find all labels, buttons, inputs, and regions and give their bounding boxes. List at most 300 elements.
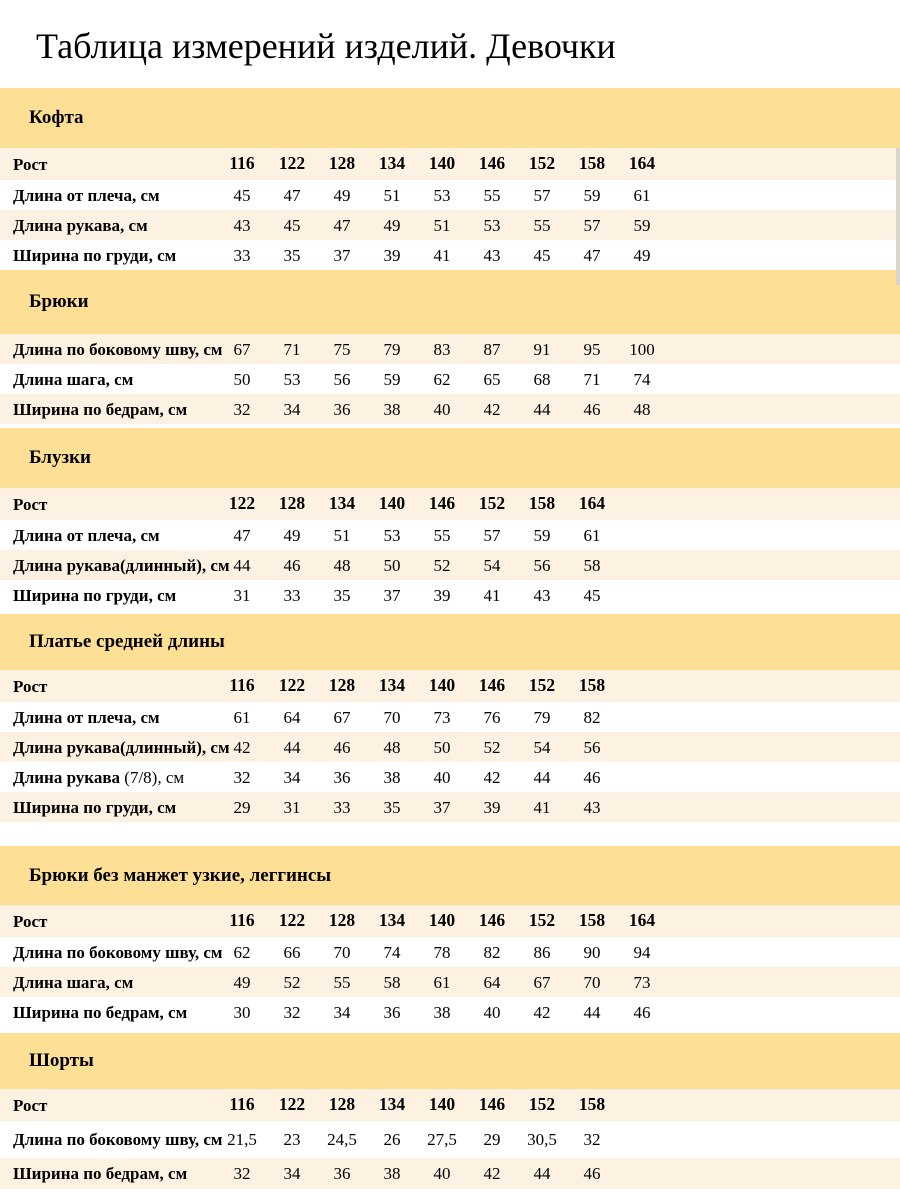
cell-value: 41 [433, 245, 451, 265]
cell-value: 122 [278, 910, 306, 931]
cell-value: 76 [483, 707, 501, 727]
cell-value: 128 [328, 153, 356, 174]
cell-value: 53 [483, 215, 501, 235]
cell-value: 86 [533, 942, 551, 962]
cell-value: 34 [333, 1002, 351, 1022]
cell-value: 43 [533, 585, 551, 605]
cell-value: 52 [483, 737, 501, 757]
cell-empty [667, 967, 900, 997]
section-header [0, 614, 900, 670]
cell-value: 57 [533, 185, 551, 205]
table-row [0, 580, 900, 610]
cell-value: 46 [583, 1164, 601, 1183]
cell-value: 37 [383, 585, 401, 605]
cell-value: 21,5 [227, 1130, 257, 1149]
cell-value: 122 [278, 153, 306, 174]
cell-value: 59 [383, 369, 401, 389]
cell-value: 50 [433, 737, 451, 757]
cell-value: 134 [378, 675, 406, 696]
cell-value: 48 [383, 737, 401, 757]
measurement-table [0, 905, 900, 1027]
cell-value: 152 [478, 493, 506, 514]
row-label-text: Длина от плеча, см [13, 707, 160, 727]
cell-empty [667, 488, 900, 520]
cell-empty [667, 997, 900, 1027]
cell-value: 49 [383, 215, 401, 235]
cell-value: 164 [628, 153, 656, 174]
cell-value: 49 [283, 525, 301, 545]
cell-value: 100 [629, 339, 655, 359]
cell-empty [667, 762, 900, 792]
row-label [0, 334, 223, 364]
row-label-text: Ширина по бедрам, см [13, 1002, 188, 1022]
cell-empty [667, 394, 900, 424]
cell-value: 45 [233, 185, 251, 205]
cell-empty [667, 210, 900, 240]
cell-value: 55 [533, 215, 551, 235]
cell-value: 116 [229, 675, 255, 696]
table-row [0, 792, 900, 822]
cell-value: 45 [283, 215, 301, 235]
cell-empty [617, 792, 667, 822]
cell-value: 51 [333, 525, 351, 545]
cell-value: 73 [433, 707, 451, 727]
row-label-text: Длина шага, см [13, 972, 134, 992]
table-row [0, 240, 900, 270]
cell-value: 74 [633, 369, 651, 389]
section-header [0, 428, 900, 488]
cell-value: 53 [283, 369, 301, 389]
cell-empty [667, 1121, 900, 1158]
cell-value: 41 [483, 585, 501, 605]
cell-value: 34 [283, 399, 301, 419]
cell-value: 49 [233, 972, 251, 992]
cell-value: 35 [333, 585, 351, 605]
cell-value: 40 [433, 399, 451, 419]
row-label [0, 997, 217, 1027]
section-shorty [0, 1033, 900, 1189]
row-label [0, 670, 217, 702]
measurement-table [0, 488, 900, 610]
cell-value: 62 [433, 369, 451, 389]
cell-value: 38 [383, 399, 401, 419]
cell-value: 78 [433, 942, 451, 962]
cell-value: 146 [478, 1094, 506, 1115]
cell-value: 36 [333, 767, 351, 787]
cell-value: 48 [633, 399, 651, 419]
cell-value: 56 [583, 737, 601, 757]
cell-value: 140 [428, 153, 456, 174]
section-title: Кофта [29, 107, 84, 128]
cell-empty [667, 702, 900, 732]
row-label-text: Ширина по груди, см [13, 245, 177, 265]
cell-value: 116 [229, 910, 255, 931]
section-header [0, 1033, 900, 1089]
cell-value: 50 [233, 369, 251, 389]
cell-value: 158 [578, 1094, 606, 1115]
cell-value: 59 [583, 185, 601, 205]
row-label-text: Длина рукава [13, 767, 121, 787]
cell-value: 40 [433, 1164, 451, 1183]
cell-value: 47 [583, 245, 601, 265]
cell-empty [667, 792, 900, 822]
cell-value: 34 [283, 1164, 301, 1183]
cell-value: 57 [583, 215, 601, 235]
cell-value: 29 [483, 1130, 501, 1149]
cell-value: 32 [233, 767, 251, 787]
cell-value: 40 [433, 767, 451, 787]
row-label-text: Длина по боковому шву, см [13, 942, 223, 962]
cell-value: 47 [333, 215, 351, 235]
row-label-text: Рост [13, 1095, 48, 1115]
cell-empty [667, 580, 900, 610]
table-row [0, 394, 900, 424]
cell-value: 48 [333, 555, 351, 575]
cell-value: 46 [633, 1002, 651, 1022]
cell-value: 44 [233, 555, 251, 575]
row-label-text: Длина от плеча, см [13, 185, 160, 205]
cell-value: 45 [533, 245, 551, 265]
cell-value: 35 [383, 797, 401, 817]
cell-value: 44 [533, 767, 551, 787]
row-label-text: Длина по боковому шву, см [13, 339, 223, 359]
cell-value: 35 [283, 245, 301, 265]
row-label-text: Рост [13, 911, 48, 931]
row-label [0, 394, 217, 424]
row-label-text: Длина рукава(длинный), см [13, 737, 230, 757]
cell-value: 122 [278, 675, 306, 696]
row-label [0, 1089, 217, 1121]
row-label [0, 580, 217, 610]
table-header-row [0, 670, 900, 702]
cell-value: 42 [533, 1002, 551, 1022]
table-header-row [0, 488, 900, 520]
cell-value: 164 [628, 910, 656, 931]
cell-value: 30,5 [527, 1130, 557, 1149]
cell-value: 39 [383, 245, 401, 265]
table-row [0, 732, 900, 762]
cell-value: 47 [283, 185, 301, 205]
cell-value: 55 [483, 185, 501, 205]
row-label [0, 364, 217, 394]
cell-empty [617, 1089, 667, 1121]
cell-value: 54 [533, 737, 551, 757]
cell-value: 67 [233, 339, 251, 359]
cell-value: 87 [483, 339, 501, 359]
cell-value: 90 [583, 942, 601, 962]
row-label [0, 732, 230, 762]
cell-value: 38 [433, 1002, 451, 1022]
cell-value: 64 [483, 972, 501, 992]
table-row [0, 997, 900, 1027]
section-legginsy [0, 846, 900, 1027]
cell-value: 42 [233, 737, 251, 757]
table-row [0, 1158, 900, 1189]
cell-value: 50 [383, 555, 401, 575]
cell-empty [667, 937, 900, 967]
cell-value: 46 [583, 399, 601, 419]
row-label [0, 210, 217, 240]
cell-value: 29 [233, 797, 251, 817]
row-label-text: Ширина по бедрам, см [13, 399, 188, 419]
row-label-text: Ширина по груди, см [13, 585, 177, 605]
cell-value: 128 [328, 675, 356, 696]
cell-empty [617, 488, 667, 520]
cell-value: 55 [433, 525, 451, 545]
cell-empty [667, 1158, 900, 1189]
cell-value: 43 [483, 245, 501, 265]
cell-value: 31 [283, 797, 301, 817]
row-label-text: Длина рукава, см [13, 215, 148, 235]
table-row [0, 702, 900, 732]
cell-empty [667, 670, 900, 702]
table-row [0, 762, 900, 792]
row-label [0, 905, 217, 937]
cell-value: 116 [229, 1094, 255, 1115]
row-label-text: Рост [13, 154, 48, 174]
cell-value: 27,5 [427, 1130, 457, 1149]
cell-value: 140 [428, 675, 456, 696]
cell-value: 53 [433, 185, 451, 205]
cell-value: 52 [433, 555, 451, 575]
cell-value: 32 [233, 1164, 251, 1183]
cell-value: 67 [333, 707, 351, 727]
cell-value: 128 [328, 1094, 356, 1115]
cell-value: 158 [578, 675, 606, 696]
cell-value: 128 [328, 910, 356, 931]
row-label [0, 762, 217, 792]
cell-value: 140 [378, 493, 406, 514]
cell-value: 41 [533, 797, 551, 817]
cell-value: 164 [578, 493, 606, 514]
row-label [0, 937, 223, 967]
cell-value: 116 [229, 153, 255, 174]
cell-value: 134 [378, 1094, 406, 1115]
cell-value: 44 [583, 1002, 601, 1022]
scrollbar-thumb[interactable] [896, 148, 900, 285]
row-label [0, 180, 217, 210]
row-label-text: Ширина по груди, см [13, 797, 177, 817]
cell-value: 57 [483, 525, 501, 545]
row-label [0, 702, 217, 732]
measurement-table [0, 148, 900, 270]
cell-value: 54 [483, 555, 501, 575]
row-label-text: Ширина по бедрам, см [13, 1164, 188, 1183]
cell-value: 128 [278, 493, 306, 514]
cell-value: 56 [333, 369, 351, 389]
section-bryuki [0, 270, 900, 424]
cell-value: 56 [533, 555, 551, 575]
cell-value: 61 [233, 707, 251, 727]
cell-value: 64 [283, 707, 301, 727]
cell-value: 23 [283, 1130, 301, 1149]
cell-value: 39 [483, 797, 501, 817]
cell-empty [667, 732, 900, 762]
cell-value: 37 [433, 797, 451, 817]
cell-value: 46 [583, 767, 601, 787]
row-label-text: Длина рукава(длинный), см [13, 555, 230, 575]
table-row [0, 550, 900, 580]
cell-empty [667, 905, 900, 937]
cell-value: 70 [583, 972, 601, 992]
cell-value: 31 [233, 585, 251, 605]
cell-value: 38 [383, 767, 401, 787]
cell-value: 94 [633, 942, 651, 962]
table-row [0, 967, 900, 997]
cell-value: 158 [528, 493, 556, 514]
cell-value: 79 [533, 707, 551, 727]
cell-empty [617, 520, 667, 550]
cell-value: 37 [333, 245, 351, 265]
row-label [0, 240, 217, 270]
cell-value: 59 [533, 525, 551, 545]
cell-value: 59 [633, 215, 651, 235]
row-label [0, 1121, 223, 1158]
section-bluzki [0, 428, 900, 610]
cell-empty [617, 580, 667, 610]
cell-value: 34 [283, 767, 301, 787]
cell-empty [667, 334, 900, 364]
row-label [0, 148, 217, 180]
table-header-row [0, 1089, 900, 1121]
cell-value: 44 [283, 737, 301, 757]
cell-value: 152 [528, 675, 556, 696]
table-row [0, 334, 900, 364]
row-label-text: Длина шага, см [13, 369, 134, 389]
cell-value: 33 [233, 245, 251, 265]
cell-empty [667, 520, 900, 550]
cell-value: 30 [233, 1002, 251, 1022]
cell-empty [617, 670, 667, 702]
cell-value: 43 [233, 215, 251, 235]
measurement-table [0, 670, 900, 822]
cell-value: 42 [483, 399, 501, 419]
row-label [0, 488, 217, 520]
cell-value: 122 [278, 1094, 306, 1115]
table-row [0, 364, 900, 394]
cell-value: 51 [383, 185, 401, 205]
cell-value: 32 [283, 1002, 301, 1022]
cell-value: 24,5 [327, 1130, 357, 1149]
cell-value: 70 [333, 942, 351, 962]
cell-value: 49 [633, 245, 651, 265]
cell-value: 70 [383, 707, 401, 727]
section-title: Шорты [29, 1050, 94, 1071]
table-row [0, 180, 900, 210]
cell-value: 42 [483, 767, 501, 787]
cell-value: 38 [383, 1164, 401, 1183]
cell-empty [617, 1121, 667, 1158]
table-header-row [0, 905, 900, 937]
cell-empty [617, 1158, 667, 1189]
section-header [0, 846, 900, 905]
cell-value: 146 [478, 675, 506, 696]
cell-empty [667, 364, 900, 394]
section-title: Платье средней длины [29, 631, 225, 652]
cell-value: 55 [333, 972, 351, 992]
cell-value: 146 [428, 493, 456, 514]
measurement-table [0, 334, 900, 424]
page-title: Таблица измерений изделий. Девочки [36, 26, 616, 66]
cell-value: 71 [283, 339, 301, 359]
cell-value: 32 [233, 399, 251, 419]
cell-value: 152 [528, 1094, 556, 1115]
cell-value: 44 [533, 1164, 551, 1183]
measurement-sections [0, 88, 900, 1189]
cell-value: 82 [483, 942, 501, 962]
cell-value: 79 [383, 339, 401, 359]
cell-value: 45 [583, 585, 601, 605]
cell-empty [617, 732, 667, 762]
row-label-text: Рост [13, 494, 48, 514]
cell-value: 43 [583, 797, 601, 817]
cell-value: 53 [383, 525, 401, 545]
cell-value: 36 [383, 1002, 401, 1022]
cell-value: 36 [333, 1164, 351, 1183]
section-title: Брюки [29, 291, 89, 312]
cell-value: 61 [433, 972, 451, 992]
cell-empty [617, 550, 667, 580]
cell-empty [667, 550, 900, 580]
table-row [0, 520, 900, 550]
row-label-text: Длина от плеча, см [13, 525, 160, 545]
table-row [0, 937, 900, 967]
cell-value: 46 [333, 737, 351, 757]
cell-value: 33 [333, 797, 351, 817]
cell-value: 91 [533, 339, 551, 359]
section-header [0, 270, 900, 334]
cell-value: 42 [483, 1164, 501, 1183]
section-title: Блузки [29, 447, 92, 468]
cell-value: 140 [428, 1094, 456, 1115]
section-title: Брюки без манжет узкие, леггинсы [29, 864, 332, 886]
cell-value: 140 [428, 910, 456, 931]
cell-value: 49 [333, 185, 351, 205]
row-label [0, 550, 230, 580]
cell-value: 152 [528, 910, 556, 931]
cell-empty [617, 762, 667, 792]
cell-value: 32 [583, 1130, 601, 1149]
cell-value: 71 [583, 369, 601, 389]
cell-value: 46 [283, 555, 301, 575]
cell-value: 73 [633, 972, 651, 992]
cell-value: 82 [583, 707, 601, 727]
cell-value: 61 [633, 185, 651, 205]
table-row [0, 1121, 900, 1158]
cell-value: 66 [283, 942, 301, 962]
cell-value: 75 [333, 339, 351, 359]
cell-value: 39 [433, 585, 451, 605]
cell-value: 65 [483, 369, 501, 389]
row-label-text: Рост [13, 676, 48, 696]
table-header-row [0, 148, 900, 180]
cell-value: 68 [533, 369, 551, 389]
cell-value: 61 [583, 525, 601, 545]
table-row [0, 210, 900, 240]
row-label [0, 1158, 217, 1189]
cell-value: 152 [528, 153, 556, 174]
cell-value: 134 [378, 153, 406, 174]
cell-value: 47 [233, 525, 251, 545]
cell-value: 67 [533, 972, 551, 992]
row-label-suffix: (7/8), см [120, 767, 185, 787]
cell-empty [667, 180, 900, 210]
cell-value: 95 [583, 339, 601, 359]
cell-value: 146 [478, 153, 506, 174]
cell-empty [667, 1089, 900, 1121]
cell-value: 26 [383, 1130, 401, 1149]
cell-value: 134 [378, 910, 406, 931]
